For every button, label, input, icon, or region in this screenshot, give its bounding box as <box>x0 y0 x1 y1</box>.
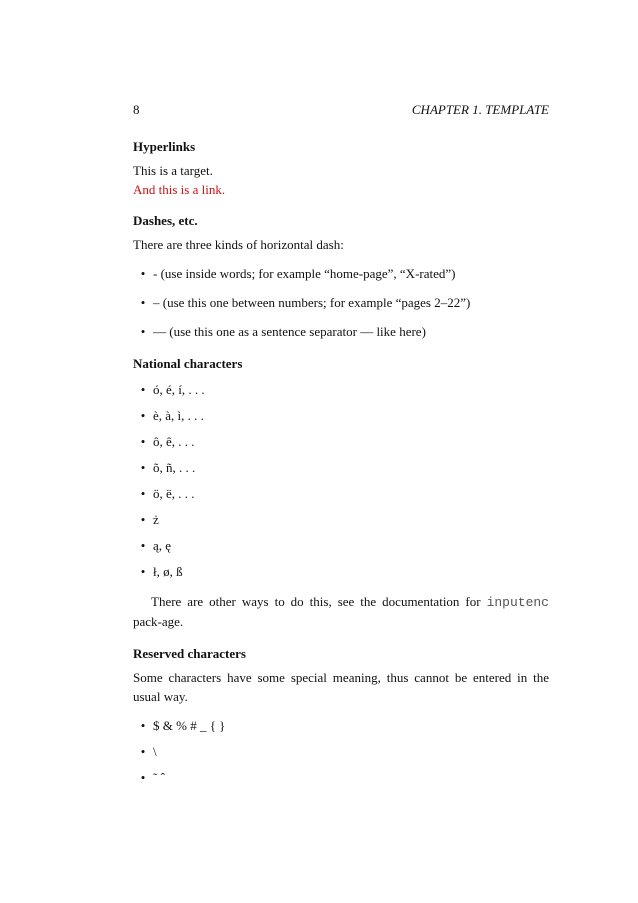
page <box>133 100 549 787</box>
list-item-text: ˜ ˆ <box>153 770 165 785</box>
running-title: CHAPTER 1. TEMPLATE <box>411 102 549 117</box>
list-item-text: ô, ê, . . . <box>153 434 195 449</box>
bullet-icon: • <box>140 718 146 733</box>
dashes-intro: There are three kinds of horizontal dash: <box>133 237 344 252</box>
list-item <box>133 510 549 529</box>
national-note <box>133 592 549 631</box>
list-item <box>133 322 549 341</box>
list-item-text: $ & % # _ { } <box>153 718 226 733</box>
package-name: inputenc <box>486 595 549 610</box>
page-number: 8 <box>133 102 140 117</box>
list-item-text: ö, ë, . . . <box>153 486 195 501</box>
list-item <box>133 264 549 283</box>
list-item-text: \ <box>153 744 157 759</box>
list-item <box>133 458 549 477</box>
bullet-icon: • <box>140 538 146 553</box>
list-item <box>133 432 549 451</box>
running-header <box>133 100 549 120</box>
section-title-dashes: Dashes, etc. <box>133 213 198 228</box>
list-item <box>133 768 549 787</box>
section-title-reserved: Reserved characters <box>133 646 246 661</box>
bullet-icon: • <box>140 324 146 339</box>
list-item-text: ó, é, í, . . . <box>153 382 205 397</box>
bullet-icon: • <box>140 564 146 579</box>
list-item-text: ą, ę <box>153 538 172 553</box>
section-hyperlinks <box>133 138 549 199</box>
bullet-icon: • <box>140 408 146 423</box>
section-dashes <box>133 212 549 341</box>
section-reserved <box>133 645 549 787</box>
list-item <box>133 406 549 425</box>
bullet-icon: • <box>140 460 146 475</box>
bullet-icon: • <box>140 382 146 397</box>
list-item <box>133 380 549 399</box>
section-title-national: National characters <box>133 356 243 371</box>
hyperlink[interactable]: And this is a link. <box>133 182 226 197</box>
bullet-icon: • <box>140 486 146 501</box>
list-item-text: – (use this one between numbers; for example “pages 2–22”) <box>153 295 471 310</box>
bullet-icon: • <box>140 434 146 449</box>
list-item <box>133 716 549 735</box>
bullet-icon: • <box>140 295 146 310</box>
list-item <box>133 484 549 503</box>
bullet-icon: • <box>140 512 146 527</box>
bullet-icon: • <box>140 266 146 281</box>
bullet-icon: • <box>140 770 146 785</box>
reserved-list <box>133 716 549 787</box>
list-item-text: ż <box>153 512 159 527</box>
list-item-text: è, à, ì, . . . <box>153 408 204 423</box>
list-item <box>133 293 549 312</box>
bullet-icon: • <box>140 744 146 759</box>
list-item <box>133 536 549 555</box>
list-item <box>133 562 549 581</box>
list-item-text: - (use inside words; for example “home-page”, “X-rated”) <box>153 266 456 281</box>
list-item <box>133 742 549 761</box>
dashes-list <box>133 264 549 341</box>
list-item-text: — (use this one as a sentence separator — like here) <box>153 324 426 339</box>
target-text: This is a target. <box>133 163 213 178</box>
list-item-text: ł, ø, ß <box>153 564 183 579</box>
note-text-before: There are other ways to do this, see the documentation for <box>151 594 487 609</box>
national-list <box>133 380 549 581</box>
reserved-intro: Some characters have some special meaning, thus cannot be entered in the usual way. <box>133 670 549 704</box>
section-national <box>133 355 549 631</box>
section-title-hyperlinks: Hyperlinks <box>133 139 196 154</box>
note-text-after: pack-age. <box>133 614 184 629</box>
list-item-text: õ, ñ, . . . <box>153 460 196 475</box>
